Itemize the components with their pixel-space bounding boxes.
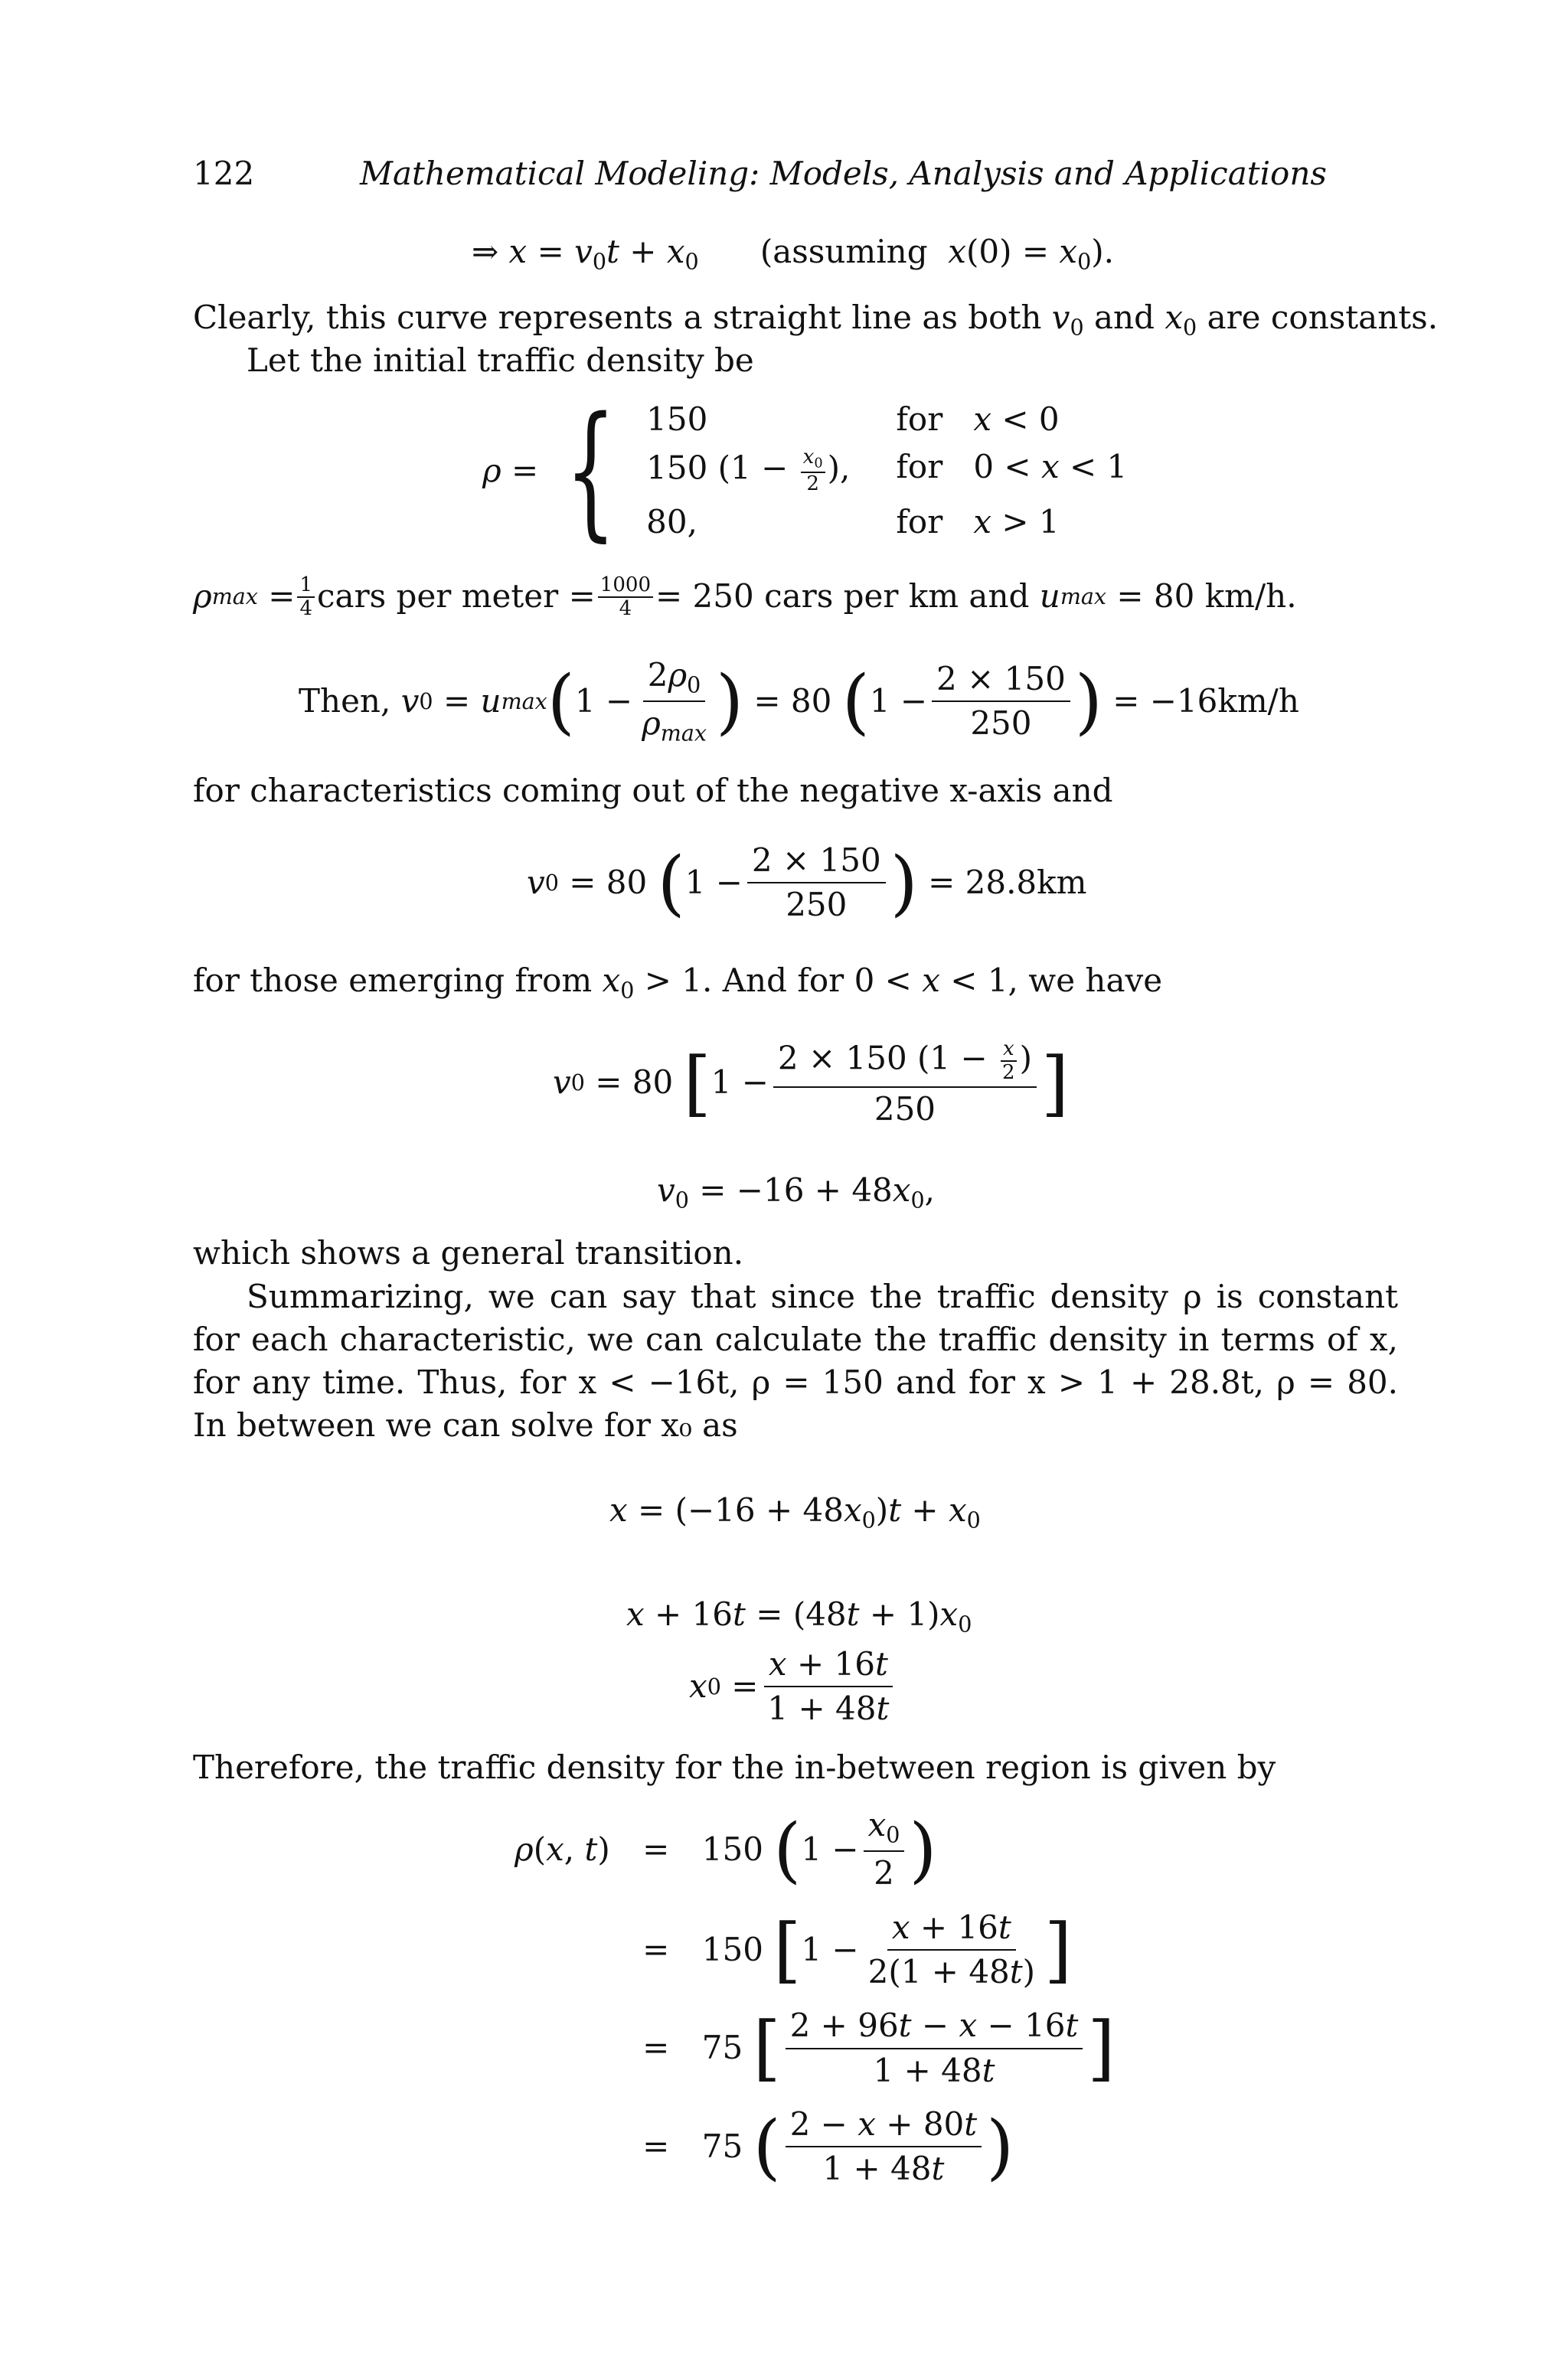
equation-x0-solved: x 0 = $\frac{x + 16t}{1 + 48t}$ [689, 1646, 898, 1728]
equation-piecewise-density: ρ = { 150 for x < 0 150 (1 − $\frac{x_0}{2}$ ), for 0 < x < 1 80, for x > 1 [482, 386, 1128, 555]
paragraph-emerging: for those emerging from $x_0 > 1$. And for 0 < x < 1, we have [193, 962, 1163, 1004]
equation-v0-transition: v 0 = 80 [ 1 − 2 × 150 (1 − $\frac{x}{2}$ ) 250 ] [553, 1037, 1070, 1128]
paragraph-general-transition: which shows a general transition. [193, 1234, 744, 1272]
equation-rho-max: ρ max = 1 4 cars per meter = $\frac{1000}{4}$ = 250 cars per km and u max = 80 km/h. [193, 573, 1297, 620]
paragraph-negative-axis: for characteristics coming out of the negative x-axis and [193, 772, 1113, 809]
paragraph-summarizing: Summarizing, we can say that since the traffic density ρ is constant for each characteristic, we can calculate the traffic density in terms of x, for any time. Thus, for x < −16t, ρ = 150 and for x > 1 + 28.8t, ρ = 80. In between we can solve for x₀ as [193, 1278, 1398, 1444]
paragraph-straight-line: Clearly, this curve represents a straight line as both $v_0$ and $x_0$ are constants. [193, 299, 1439, 341]
equation-v0-linear: $v_0 = -16 + 48x_0$, [657, 1171, 935, 1213]
equation-v0-positive: v 0 = 80 ( 1 − $\frac{2 \times 150}{250}$ ) = 28.8km [527, 841, 1087, 925]
equation-line-solution: ⇒ $x = v_0t + x_0$ (assuming $x(0) = x_0$). [472, 233, 1114, 275]
paragraph-therefore: Therefore, the traffic density for the in-between region is given by [193, 1749, 1276, 1786]
equation-v0-negative: Then, v 0 = u max ( 1 − $\frac{2\rho_0}{\rho_{max}}$ ) = 80 ( 1 − $\frac{2 \times 150}{250}$ ) = −16km/h [299, 656, 1299, 746]
equation-x-characteristic: $x = (-16 + 48x_0)t + x_0$ [609, 1491, 981, 1533]
paragraph-initial-density: Let the initial traffic density be [247, 341, 754, 379]
equation-density-aligned: ρ(x, t) = 150 ( 1 − $\frac{x_0}{2}$ ) = 150 [ 1 − $\frac{x + 16t}{2(1 + 48t)}$ ] = 75 [ $\frac{2 + 96t - x - 16t}{1 + 48t}$ ] = 75 ( $\frac{2 - x + 80t}{1 + 48t}$ ) [514, 1806, 1116, 2188]
running-title: Mathematical Modeling: Models, Analysis and Applications [360, 155, 1327, 192]
equation-x-rearranged: $x + 16t = (48t + 1)x_0$ [626, 1595, 972, 1638]
page-number: 122 [193, 155, 255, 192]
